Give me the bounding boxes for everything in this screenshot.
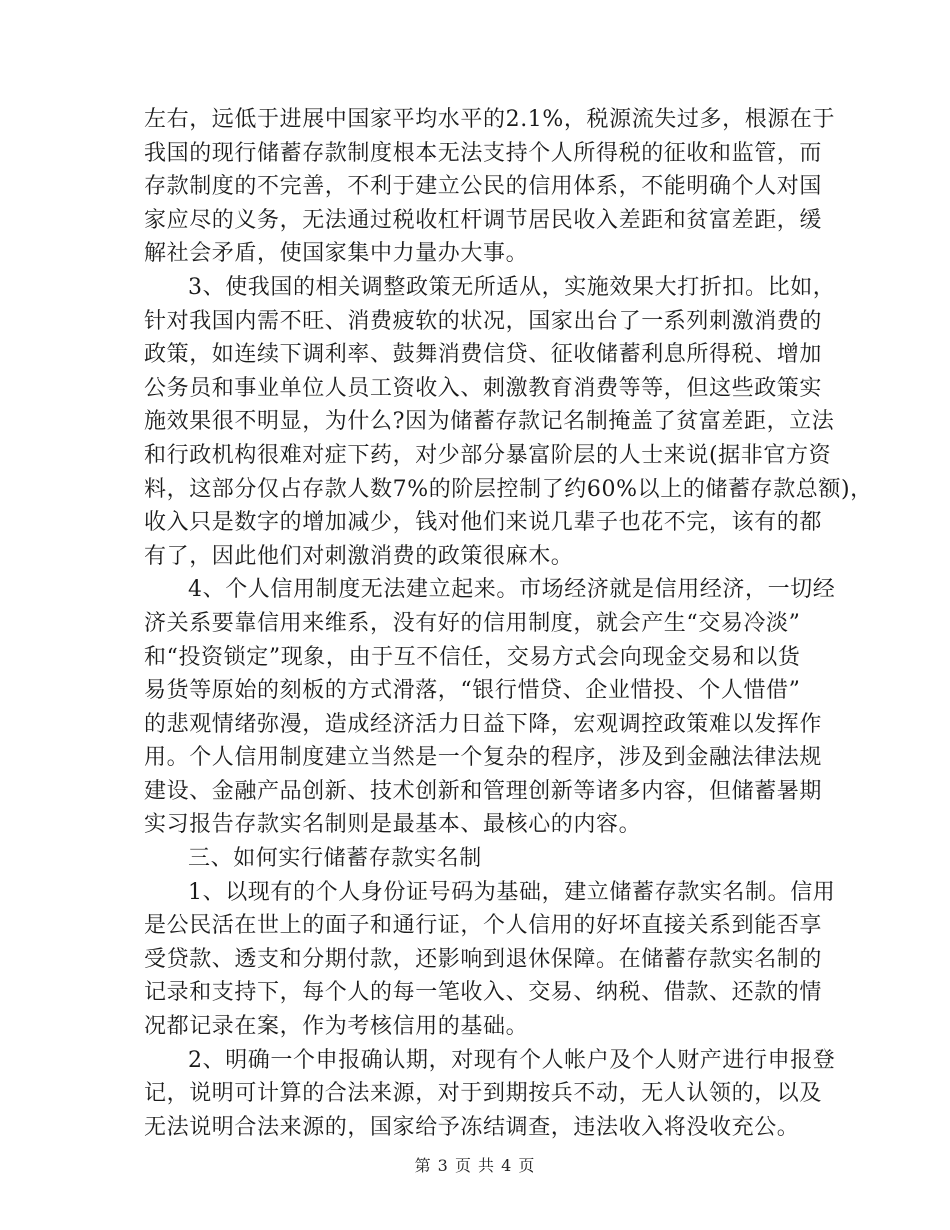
text-line: 记，说明可计算的合法来源，对于到期按兵不动，无人认领的，以及 bbox=[144, 1081, 823, 1107]
document-body bbox=[144, 103, 873, 1144]
text-line: 受贷款、透支和分期付款，还影响到退休保障。在储蓄存款实名制的 bbox=[144, 946, 823, 972]
text-line: 是公民活在世上的面子和通行证，个人信用的好坏直接关系到能否享 bbox=[144, 913, 823, 939]
paragraph-start-line: 1、以现有的个人身份证号码为基础，建立储蓄存款实名制。信用 bbox=[188, 879, 836, 905]
text-line: 左右，远低于进展中国家平均水平的2.1%，税源流失过多，根源在于 bbox=[144, 107, 836, 132]
text-line: 存款制度的不完善，不利于建立公民的信用体系，不能明确个人对国 bbox=[144, 174, 823, 200]
text-line: 实习报告存款实名制则是最基本、最核心的内容。 bbox=[144, 812, 642, 838]
text-line: 家应尽的义务，无法通过税收杠杆调节居民收入差距和贫富差距，缓 bbox=[144, 207, 823, 233]
text-line: 公务员和事业单位人员工资收入、刺激教育消费等等，但这些政策实 bbox=[144, 375, 823, 401]
section-heading: 三、如何实行储蓄存款实名制 bbox=[188, 846, 482, 872]
text-line: 料，这部分仅占存款人数7%的阶层控制了约60%以上的储蓄存款总额)， bbox=[144, 476, 873, 502]
paragraph-start-line: 2、明确一个申报确认期，对现有个人帐户及个人财产进行申报登 bbox=[188, 1047, 836, 1073]
text-line: 的悲观情绪弥漫，造成经济活力日益下降，宏观调控政策难以发挥作 bbox=[144, 711, 823, 737]
text-line: 政策，如连续下调利率、鼓舞消费信贷、征收储蓄利息所得税、增加 bbox=[144, 342, 823, 368]
text-line: 记录和支持下，每个人的每一笔收入、交易、纳税、借款、还款的情 bbox=[144, 980, 823, 1006]
text-line: 济关系要靠信用来维系，没有好的信用制度，就会产生“交易冷淡” bbox=[144, 610, 801, 636]
text-line: 况都记录在案，作为考核信用的基础。 bbox=[144, 1014, 529, 1040]
text-line: 我国的现行储蓄存款制度根本无法支持个人所得税的征收和监管，而 bbox=[144, 140, 823, 166]
text-line: 针对我国内需不旺、消费疲软的状况，国家出台了一系列刺激消费的 bbox=[144, 308, 823, 334]
text-line: 收入只是数字的增加减少，钱对他们来说几辈子也花不完，该有的都 bbox=[144, 510, 823, 536]
text-line: 建设、金融产品创新、技术创新和管理创新等诸多内容，但储蓄暑期 bbox=[144, 778, 823, 804]
text-line: 无法说明合法来源的，国家给予冻结调查，违法收入将没收充公。 bbox=[144, 1114, 800, 1140]
text-line: 易货等原始的刻板的方式滑落，“银行惜贷、企业惜投、个人惜借” bbox=[144, 678, 801, 704]
text-line: 和行政机构很难对症下药，对少部分暴富阶层的人士来说(据非官方资 bbox=[144, 442, 832, 468]
paragraph-start-line: 3、使我国的相关调整政策无所适从，实施效果大打折扣。比如， bbox=[188, 274, 836, 300]
page-number-footer: 第 3 页 共 4 页 bbox=[414, 1156, 536, 1175]
text-line: 和“投资锁定”现象，由于互不信任，交易方式会向现金交易和以货 bbox=[144, 644, 801, 670]
text-line: 用。个人信用制度建立当然是一个复杂的程序，涉及到金融法律法规 bbox=[144, 745, 823, 771]
text-line: 施效果很不明显，为什么?因为储蓄存款记名制掩盖了贫富差距，立法 bbox=[144, 409, 835, 435]
paragraph-start-line: 4、个人信用制度无法建立起来。市场经济就是信用经济，一切经 bbox=[188, 577, 836, 603]
text-line: 解社会矛盾，使国家集中力量办大事。 bbox=[144, 241, 529, 267]
text-line: 有了，因此他们对刺激消费的政策很麻木。 bbox=[144, 543, 574, 569]
